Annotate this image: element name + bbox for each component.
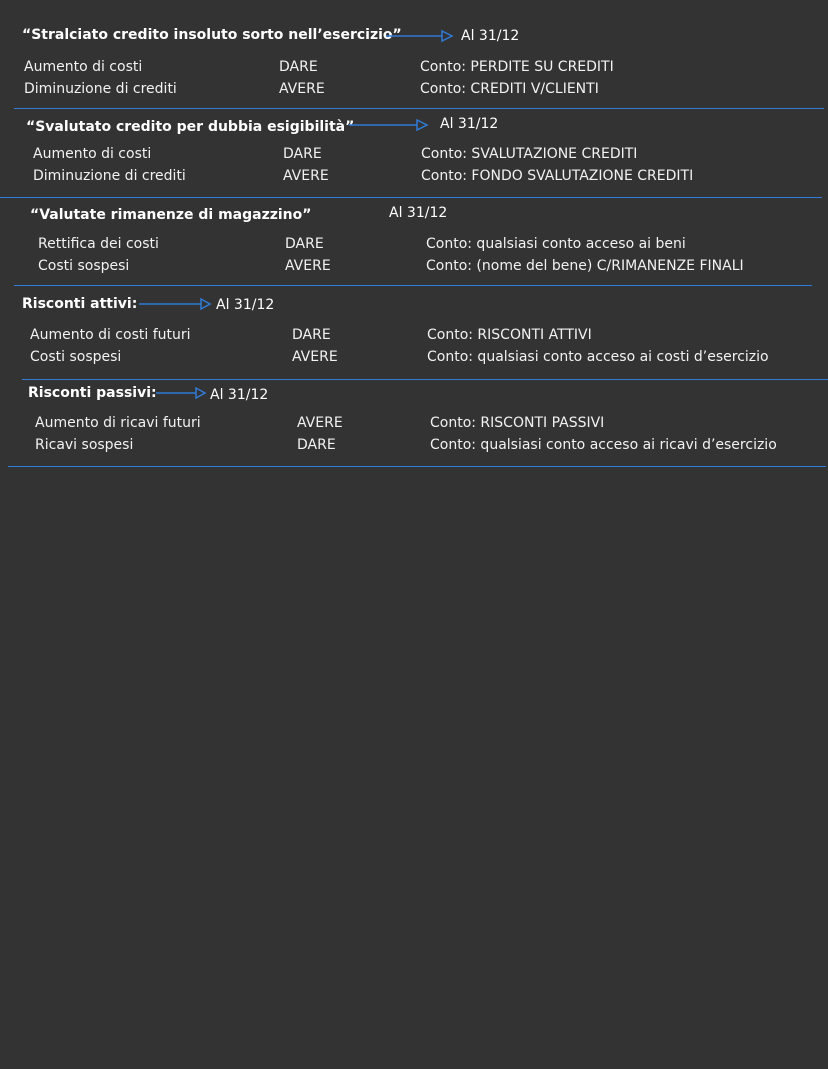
entry-account: Conto: SVALUTAZIONE CREDITI [421,146,638,162]
table-row [0,327,828,347]
entry-effect: Aumento di ricavi futuri [35,415,201,431]
entry-side: AVERE [283,168,329,184]
entry-account: Conto: qualsiasi conto acceso ai ricavi d’esercizio [430,437,777,453]
section-divider [0,197,822,198]
entry-side: DARE [279,59,318,75]
table-row [0,146,828,166]
entry-side: DARE [283,146,322,162]
entry-account: Conto: CREDITI V/CLIENTI [420,81,599,97]
entry-effect: Aumento di costi [33,146,152,162]
table-row [0,81,828,101]
entry-effect: Diminuzione di crediti [24,81,177,97]
entry-side: AVERE [279,81,325,97]
entry-effect: Diminuzione di crediti [33,168,186,184]
section-divider [8,466,826,467]
section-title: “Valutate rimanenze di magazzino” [30,207,312,223]
section-title: Risconti passivi: [28,385,157,401]
table-row [0,258,828,278]
entry-date: Al 31/12 [389,205,448,221]
entry-account: Conto: qualsiasi conto acceso ai beni [426,236,686,252]
arrow-right-icon [156,387,206,399]
section-divider [22,379,828,380]
entry-side: AVERE [292,349,338,365]
entry-side: DARE [297,437,336,453]
entry-date: Al 31/12 [440,116,499,132]
entry-effect: Costi sospesi [38,258,130,274]
arrow-right-icon [349,119,429,131]
table-row [0,415,828,435]
entry-account: Conto: PERDITE SU CREDITI [420,59,614,75]
section-title: Risconti attivi: [22,296,138,312]
entry-account: Conto: RISCONTI PASSIVI [430,415,605,431]
entry-account: Conto: qualsiasi conto acceso ai costi d’esercizio [427,349,769,365]
section-title: “Stralciato credito insoluto sorto nell’esercizio” [22,27,402,43]
entry-date: Al 31/12 [461,28,520,44]
entry-side: AVERE [285,258,331,274]
section-divider [14,108,824,109]
entry-effect: Aumento di costi [24,59,143,75]
entry-account: Conto: RISCONTI ATTIVI [427,327,592,343]
table-row [0,59,828,79]
table-row [0,168,828,188]
entry-effect: Rettifica dei costi [38,236,159,252]
arrow-right-icon [139,298,211,310]
entry-account: Conto: FONDO SVALUTAZIONE CREDITI [421,168,694,184]
entry-side: AVERE [297,415,343,431]
table-row [0,349,828,369]
entry-date: Al 31/12 [210,387,269,403]
entry-side: DARE [292,327,331,343]
entry-effect: Aumento di costi futuri [30,327,191,343]
section-divider [14,285,812,286]
entry-account: Conto: (nome del bene) C/RIMANENZE FINALI [426,258,744,274]
arrow-right-icon [386,30,454,42]
table-row [0,236,828,256]
entry-effect: Costi sospesi [30,349,122,365]
entry-date: Al 31/12 [216,297,275,313]
section-title: “Svalutato credito per dubbia esigibilità” [26,119,355,135]
entry-effect: Ricavi sospesi [35,437,134,453]
entry-side: DARE [285,236,324,252]
table-row [0,437,828,457]
